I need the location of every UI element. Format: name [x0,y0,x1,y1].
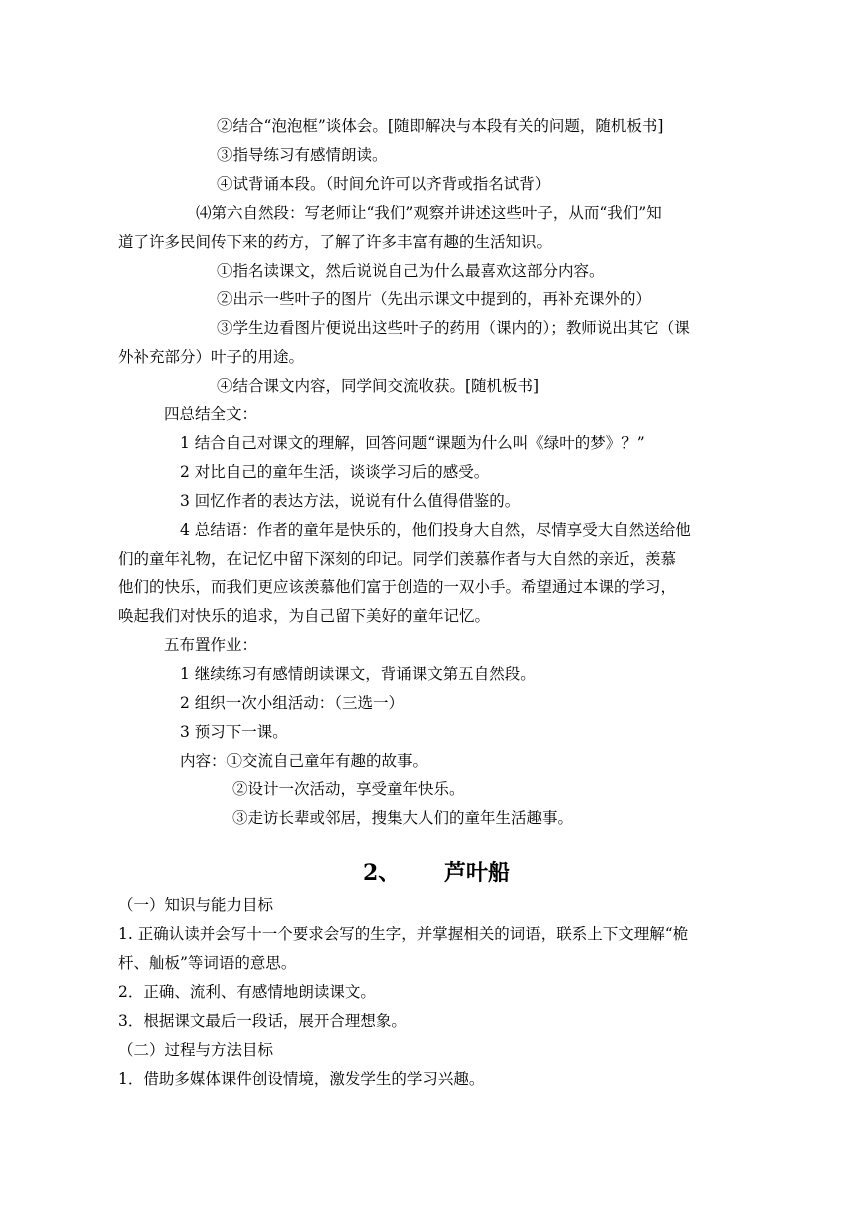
text-line: 1. 正确认读并会写十一个要求会写的生字，并掌握相关的词语，联系上下文理解“桅 [118,925,689,943]
text-line: 们的童年礼物，在记忆中留下深刻的印记。同学们羡慕作者与大自然的亲近，羡慕 [118,550,677,568]
text-line: ④试背诵本段。（时间允许可以齐背或指名试背） [217,175,551,193]
text-line: ④结合课文内容，同学间交流收获。[随机板书] [217,377,540,395]
text-line: 唤起我们对快乐的追求，为自己留下美好的童年记忆。 [118,607,491,625]
text-line: 1 结合自己对课文的理解，回答问题“课题为什么叫《绿叶的梦》？” [180,434,645,452]
text-line: ①指名读课文，然后说说自己为什么最喜欢这部分内容。 [217,262,605,280]
objective-heading: （二）过程与方法目标 [118,1041,274,1059]
text-line: ③指导练习有感情朗读。 [217,146,388,164]
section-heading: 五布置作业： [164,636,258,654]
lesson-title [0,856,860,888]
text-line: 3 预习下一课。 [180,723,288,741]
text-line: ②出示一些叶子的图片（先出示课文中提到的，再补充课外的） [217,290,652,308]
text-line: ③走访长辈或邻居，搜集大人们的童年生活趣事。 [232,809,574,827]
text-line: 1 继续练习有感情朗读课文，背诵课文第五自然段。 [180,665,536,683]
text-line: 2．正确、流利、有感情地朗读课文。 [118,983,376,1001]
lesson-number: 2、 [363,860,401,886]
text-line: 2 对比自己的童年生活，谈谈学习后的感受。 [180,463,490,481]
text-line: ②结合“泡泡框”谈体会。[随即解决与本段有关的问题，随机板书] [217,117,664,135]
section-heading: 四总结全文： [164,405,258,423]
text-line: 内容：①交流自己童年有趣的故事。 [180,752,429,770]
objective-heading: （一）知识与能力目标 [118,896,274,914]
text-line: 外补充部分）叶子的用途。 [118,348,305,366]
text-line: 4 总结语：作者的童年是快乐的，他们投身大自然，尽情享受大自然送给他 [180,521,691,539]
text-line: 杆、舢板”等词语的意思。 [118,954,297,972]
text-line: 道了许多民间传下来的药方，了解了许多丰富有趣的生活知识。 [118,233,553,251]
lesson-name: 芦叶船 [444,860,511,886]
text-line: ⑷第六自然段：写老师让“我们”观察并讲述这些叶子，从而“我们”知 [196,204,662,222]
text-line: 3．根据课文最后一段话，展开合理想象。 [118,1012,407,1030]
text-line: 他们的快乐，而我们更应该羡慕他们富于创造的一双小手。希望通过本课的学习， [118,578,677,596]
text-line: 2 组织一次小组活动：（三选一） [180,694,405,712]
text-line: 1．借助多媒体课件创设情境，激发学生的学习兴趣。 [118,1070,485,1088]
text-line: ②设计一次活动，享受童年快乐。 [232,780,465,798]
text-line: ③学生边看图片便说出这些叶子的药用（课内的）；教师说出其它（课 [217,319,690,337]
text-line: 3 回忆作者的表达方法，说说有什么值得借鉴的。 [180,492,521,510]
